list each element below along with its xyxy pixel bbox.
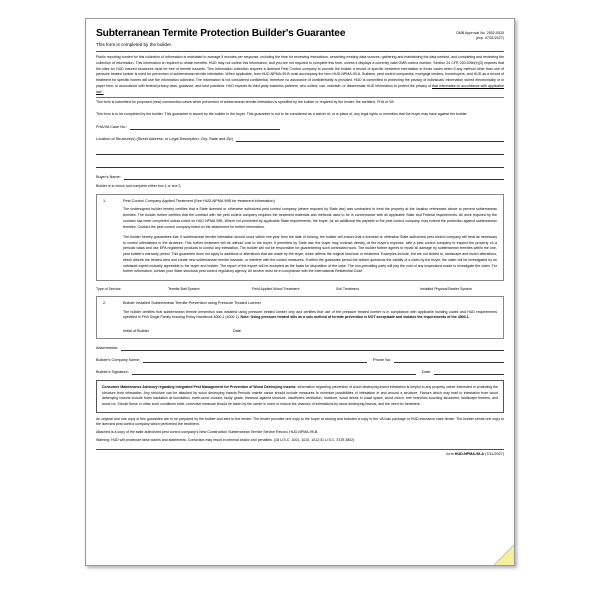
form-number-prefix: form — [446, 451, 454, 456]
closing-paragraph-3-warning: Warning: HUD will prosecute false claims and statements. Conviction may result in criminal and/or civil penalties. (18 U.S.C. 1001, 1010, 1012;31 U.S.C. 3729,3802) — [96, 437, 355, 442]
burden-statement — [96, 55, 504, 95]
attachments-label: Attachments: — [96, 345, 119, 350]
case-number-label: FHA/VA Case No.: — [96, 124, 128, 129]
attachments-row — [96, 344, 504, 351]
burden-statement-underlined-tail: that information in accordance with applicable law". — [96, 83, 504, 94]
box-2-initial-date-row — [123, 329, 497, 333]
burden-divider — [96, 97, 504, 98]
location-label: Location of Structure(s) (Street Address, or Legal Description, City, State and Zip) — [96, 136, 233, 141]
signature-date-input[interactable] — [434, 368, 504, 375]
builder-signature-row — [96, 368, 504, 375]
box-2-number: 2. — [103, 300, 107, 305]
builder-company-label: Builder's Company Name: — [96, 357, 140, 362]
box-1-body — [103, 207, 497, 275]
check-instruction: Builder is to check and complete either box 1 or box 2. — [96, 183, 182, 188]
intro-paragraph-1: This form is submitted for proposed (new) construction cases when prevention of subterranean termite infestation is specified by the builder or required by the lender, the architect, FHA or VA. — [96, 100, 395, 105]
omb-approval-block — [404, 28, 504, 42]
omb-approval-number: OMB Approval No. 2502-0525 — [456, 31, 504, 35]
type-of-service-row — [96, 287, 504, 292]
form-number-date: (7/31/2027) — [485, 451, 504, 456]
closing-paragraph-1: An original and one copy of this guarantee are to be prepared by the builder and sent to the lender. The lender provides one copy to the buyer at closing and includes a copy in the VA loan package or HUD insurance case binder. The builder sends one copy to the licensed pest control company which performed the treatment. — [96, 416, 504, 427]
type-of-service-label: Type of Service: — [96, 287, 122, 292]
document-page-wrapper — [85, 18, 515, 566]
box-2-paragraph-1-note: Note: Using pressure treated sills as a sole method of termite prevention is NOT acceptable and violates the requirements of the 4000.1. — [240, 315, 470, 320]
header-divider — [96, 51, 504, 52]
intro-paragraph-2: This form is to be completed by the builder. This guarantee is issued by the builder to the buyer. This guarantee is not to be considered as a waiver of, or in place of, any legal rights or remedies that the buyer may have against the builder. — [96, 112, 468, 117]
service-option-soil-treatment[interactable]: Soil Treatment — [336, 287, 359, 292]
advisory-body: Information regarding prevention of wood destroying insect infestation is helpful to any property owner interested in protecting the structure from infestation. Any structure can be attacked by wood destroying insects.Periodic mainte nance should include measures to minimize possibilities of infestation in and around a structure. Factors which may lead to infestation from wood destroying insects include foam insulation at foundation, earth-wood contact, faulty grade, firewood against structure, insufficient ventilation, moisture, wood debris in crawl space, wood mulch, tree branches touching structures, landscape timbers, and wood rot. Should these or other such conditions exist, corrective measure should be taken by the owner in order to reduce the chances of infestations by wood destroying insects, and the need for treatment. — [102, 385, 498, 407]
advisory-paragraph — [102, 385, 498, 408]
service-option-installed-physical-barrier-system[interactable]: Installed Physical Barrier System — [420, 287, 472, 292]
case-number-input[interactable] — [130, 123, 280, 130]
burden-statement-text: Public reporting burden for this collection of information is estimated to average 5 minutes per response, including the time for reviewing instructions, searching existing data sources, gathering and maintaining the data needed, and completing and reviewing the collection of information. This information is required to obtain benefits. HUD may not collect this information, and you are not required to complete this form, unless it displays a currently valid OMB control number. Section 24 CFR 200.926b(b)(3) requires that the sites for HUD insured structures must be free of termite hazards. This information collection requires a licensed Pest Control company to provide the builder a record of specific treatment information in those cases when if any method other than use of pressure treated lumber is used for prevention of subterranean termite infestation. When applicable, form HUD-NPMA-99-B must accompany the form HUD-NPMA-99-A. Builders, pest control companies, mortgage lenders, homebuyers, and HUD as a record of treatment for specific homes will use the information collected. The information is not considered confidential, therefore no assurance of confidentiality is provided. HUD is committed to protecting the privacy of individuals' information stored electronically or in paper form, in accordance with federal privacy laws, guidance, and best practices. HUD expects its third-party business partners, who collect, use, maintain, or disseminate HUD information to protect the privacy of — [96, 55, 504, 88]
box-1-paragraph-2: The builder hereby guarantees that, if subterranean termite infestation should occur within one year from the date of closing, the builder will ensure that a licensed or otherwise State authorized pest control company will treat as necessary to control infestations in the structure. This further treatment will be without cost to the buyer. If permitted by State law, the buyer may contract directly, at the buyer's expense, with a pest control company to inspect the property on a periodic basis and use EPA registered products to control any infestation. The builder will not be responsible for guaranteeing such contracted work. The builder further agrees to repair all damage by subterranean termites within the one-year builder's warranty period. This guarantee does not apply to additions or alterations that are made by the buyer, which affects the original structure or treatment. Examples include, but are not limited to, landscape and mulch alterations, which disturb the treated area and create new subterranean termite hazards, or interfere with the control measures. If within the guarantee period the builder questions the validity of a claim by the buyer, the claim will be investigated by an unbiased expert mutually agreeable to the buyer and builder. The report of the expert will be accepted as the basis for disposition of the case. The non-prevailing party will pay the cost of any inspections made to investigate the claim. For further information, contact your State structural pest control regulatory agency. All service must be in compliance with the International Residential Code. — [123, 234, 497, 274]
form-number-footer — [96, 452, 504, 456]
box-2-body — [103, 310, 497, 333]
header-title-block — [96, 28, 396, 47]
box-2-paragraph-1-text: The builder certifies that subterranean termite prevention was installed using pressure treated lumber only and certifies that use of the pressure treated lumber is in compliance with applicable building codes and HUD requirements specified in FHA Single Family Housing Policy Handbook 4000.1 (4000.1). — [123, 309, 497, 320]
location-row — [96, 135, 504, 142]
attachments-input[interactable] — [121, 344, 504, 351]
phone-input[interactable] — [394, 356, 504, 363]
advisory-lead: Consumer Maintenance Advisory regarding integrated Pest Management for Prevention of Wood Destroying insects. — [102, 385, 297, 390]
buyer-name-label: Buyer's Name: — [96, 174, 121, 179]
builder-signature-input[interactable] — [132, 368, 416, 375]
box-2-date-label[interactable]: Date — [233, 329, 242, 334]
box-1-number: 1. — [103, 198, 107, 203]
signature-date-label: Date: — [421, 369, 431, 374]
document-content — [96, 28, 504, 556]
document-header — [96, 28, 504, 47]
phone-label: Phone No: — [373, 357, 391, 362]
form-number-value: HUD-NPMA-99-A — [454, 451, 485, 456]
document-page — [85, 18, 515, 566]
page-title: Subterranean Termite Protection Builder's Guarantee — [96, 28, 346, 39]
closing-paragraph-2: Attached is a copy of the state authorized pest control company's New Construction Subterranean Termite Service Record, HUD-NPMA-99-B. — [96, 430, 319, 435]
box-2-heading-row — [103, 301, 497, 306]
box-2-initial-of-builder-label[interactable]: Initial of Builder — [123, 329, 149, 334]
builder-company-row — [96, 356, 504, 363]
box-1-pest-control-treatment[interactable] — [96, 194, 504, 282]
box-1-heading-row — [103, 199, 497, 204]
builder-signature-label: Builder's Signature: — [96, 369, 129, 374]
location-input-line-3[interactable] — [96, 158, 504, 168]
box-1-paragraph-1: The undersigned builder hereby certifies that a State licensed or otherwise authorized pest control company (where required by State law) was contracted to treat the property at the location referenced above to prevent subterranean termites. The builder further certifies that the contract with the pest control company required the treatment materials and methods used to be in conformance with all applicable State and Federal requirements. All work required by the contract has been completed unless noted on HUD-NPMA 99B. Where not prohibited by applicable State requirements, the buyer, for an additional fee payable to the pest control company, may extend the protection against subterranean termites. Contact the pest control company listed on the attachment for further information. — [123, 207, 497, 229]
case-number-row — [96, 123, 504, 130]
builder-company-input[interactable] — [143, 356, 367, 363]
box-2-heading: Builder Installed Subterranean Termite Prevention using Pressure Treated Lumber — [123, 300, 261, 305]
box-2-pressure-treated-lumber[interactable] — [96, 296, 504, 339]
service-option-termite-bait-system[interactable]: Termite Bait System — [168, 287, 200, 292]
consumer-maintenance-advisory-box — [96, 380, 504, 413]
service-option-field-applied-wood-treatment[interactable]: Field Applied Wood Treatment — [252, 287, 300, 292]
location-input[interactable] — [236, 135, 504, 142]
box-1-heading: Pest Control Company Applied Treatment (See HUD-NPMA 99B for treatment information) — [123, 198, 275, 203]
location-input-line-2[interactable] — [96, 145, 504, 155]
box-2-paragraph-1 — [123, 310, 497, 321]
omb-expiration: (exp. 07/31/2027) — [475, 36, 504, 41]
page-fold-corner — [493, 544, 515, 566]
buyer-name-input[interactable] — [124, 173, 504, 180]
buyer-name-row — [96, 173, 504, 180]
page-subtitle: This form is completed by the builder. — [96, 41, 173, 47]
footer-divider — [96, 449, 504, 450]
